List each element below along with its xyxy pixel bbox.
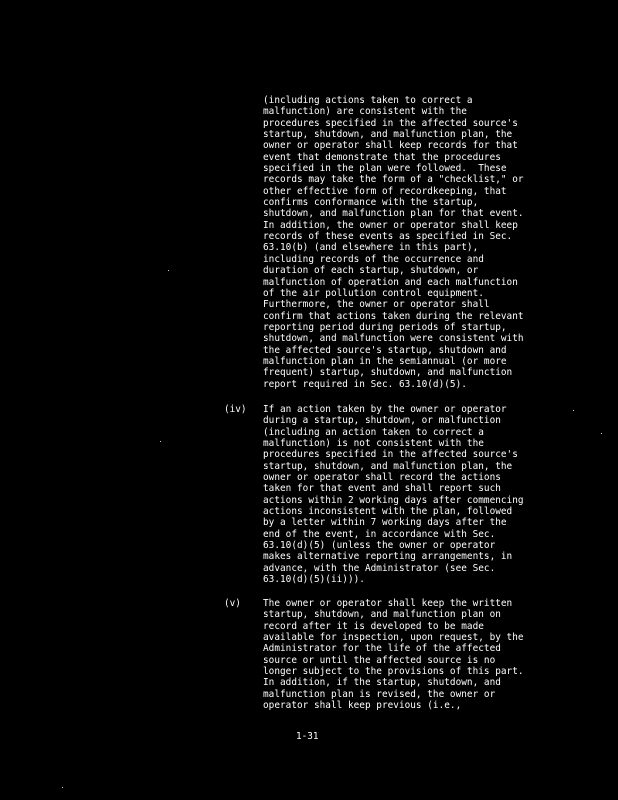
scan-speck (62, 787, 63, 788)
page-number: 1-31 (296, 731, 319, 742)
scan-speck (160, 441, 161, 442)
scan-speck (601, 433, 602, 434)
item-v-label: (v) (224, 598, 241, 609)
item-v-text: The owner or operator shall keep the written startup, shutdown, and malfunction plan on record after it is developed to be made available for inspection, upon request, by the Administrator for the life of the affected source or until the affected source is no longer subject to the provisions of this part. In addition, if the startup, shutdown, and malfunction plan is revised, the owner or operator shall keep previous (i.e., (263, 598, 524, 712)
scan-speck (573, 410, 574, 411)
item-iv-text: If an action taken by the owner or operator during a startup, shutdown, or malfunction (including an action taken to correct a malfunction) is not consistent with the procedures specified in the affected source's startup, shutdown, and malfunction plan, the owner or operator shall record the actions taken for that event and shall report such actions within 2 working days after commencing actions inconsistent with the plan, followed by a letter within 7 working days after the end of the event, in accordance with Sec. 63.10(d)(5) (unless the owner or operator makes alternative reporting arrangements, in advance, with the Administrator (see Sec. 63.10(d)(5)(ii))). (263, 404, 524, 586)
item-iv-label: (iv) (224, 404, 247, 415)
scan-speck (168, 270, 169, 271)
continued-paragraph: (including actions taken to correct a malfunction) are consistent with the procedures specified in the affected source's startup, shutdown, and malfunction plan, the owner or operator shall keep records for that event that demonstrate that the procedures specified in the plan were followed. These records may take the form of a "checklist," or other effective form of recordkeeping, that confirms conformance with the startup, shutdown, and malfunction plan for that event. In addition, the owner or operator shall keep records of these events as specified in Sec. 63.10(b) (and elsewhere in this part), including records of the occurrence and duration of each startup, shutdown, or malfunction of operation and each malfunction of the air pollution control equipment. Furthermore, the owner or operator shall confirm that actions taken during the relevant reporting period during periods of startup, shutdown, and malfunction were consistent with the affected source's startup, shutdown and malfunction plan in the semiannual (or more frequent) startup, shutdown, and malfunction report required in Sec. 63.10(d)(5). (263, 95, 524, 390)
